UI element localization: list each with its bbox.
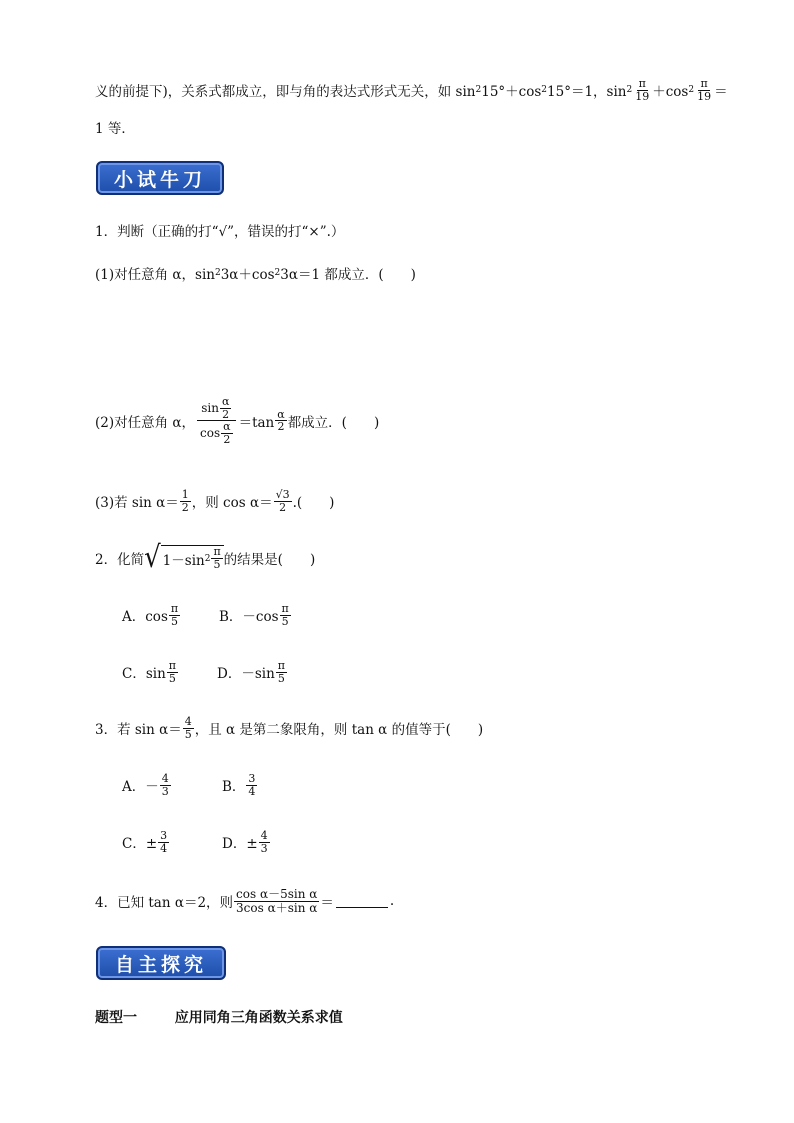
sqrt-expression: [144, 540, 224, 576]
text: 4．已知 tan α＝2，则: [95, 895, 234, 912]
fraction: $\frac{\alpha}{2}$: [221, 395, 230, 421]
text: 的结果是( ): [223, 552, 316, 568]
section-banner-xiaoshiniudao: 小试牛刀: [96, 161, 224, 195]
q3-option-b: [222, 773, 258, 797]
section-title: [95, 1007, 343, 1027]
text: C．±: [122, 836, 158, 853]
intro-text-2: 15°＋cos: [481, 84, 542, 101]
fraction: $\frac{\pi}{19}$: [635, 77, 650, 103]
q2-option-a: [122, 603, 181, 627]
q2-option-d: [217, 660, 288, 684]
intro-line-2: 1 等．: [95, 121, 135, 137]
fraction: $\frac{1}{2}$: [181, 488, 189, 514]
q1-part2: [95, 396, 379, 445]
q2-option-b: [219, 603, 292, 627]
text: .: [389, 893, 395, 910]
fraction: $\frac{\pi}{5}$: [170, 602, 179, 628]
intro-eq: ＝: [714, 84, 728, 101]
text: A．－: [122, 779, 159, 796]
text: D．－sin: [217, 666, 275, 683]
sqrt-icon: √: [144, 540, 161, 576]
sup: 2: [475, 85, 482, 96]
fraction: $\frac{\pi}{19}$: [697, 77, 712, 103]
text: 2．化简: [95, 552, 145, 568]
q3-stem: [95, 716, 483, 740]
intro-text-3: 15°＝1，sin: [547, 84, 627, 101]
text: B．: [222, 779, 246, 796]
text: (3)若 sin α＝: [95, 495, 179, 512]
fraction: $\frac{3}{4}$: [248, 772, 256, 798]
text: (2)对任意角 α，: [95, 414, 196, 431]
fraction: $\frac{3}{4}$: [160, 829, 168, 855]
q1-stem: 1．判断（正确的打“√”，错误的打“×”.）: [95, 224, 345, 240]
text: 3α＝1 都成立．( ): [280, 267, 416, 283]
sup: 2: [626, 85, 633, 96]
q3-option-d: [222, 830, 271, 854]
section-label: 题型一: [95, 1010, 137, 1026]
text: (1)对任意角 α，sin: [95, 267, 215, 283]
fraction: $\frac{\pi}{5}$: [277, 659, 285, 685]
text: 3α＋cos: [220, 267, 275, 283]
text: C．sin: [122, 666, 166, 683]
fraction: $\frac{\alpha}{2}$: [223, 420, 231, 446]
q3-option-c: [122, 830, 170, 854]
sup: 2: [688, 85, 695, 96]
text: sin: [201, 400, 219, 415]
section-banner-zizhutanjiu: 自主探究: [96, 946, 226, 980]
text: A．cos: [122, 609, 168, 626]
intro-text-1: 义的前提下)，关系式都成立，即与角的表达式形式无关，如 sin: [95, 84, 476, 101]
intro-line-1: [95, 78, 728, 102]
intro-plus: ＋cos: [652, 84, 689, 101]
answer-blank[interactable]: [336, 895, 388, 908]
text: ＝: [320, 895, 334, 912]
q2-option-c: [122, 660, 179, 684]
q4-stem: [95, 888, 394, 914]
text: B．－cos: [219, 609, 279, 626]
sup: 2: [274, 268, 281, 278]
sup: 2: [541, 85, 548, 96]
fraction: $\frac{4}{3}$: [260, 829, 268, 855]
fraction: $\frac{4}{3}$: [161, 772, 169, 798]
q3-option-a: [122, 773, 172, 797]
text: ，则 cos α＝: [191, 495, 273, 512]
text: .( ): [292, 495, 335, 512]
text: 3．若 sin α＝: [95, 722, 182, 739]
fraction: $\frac{√3}{2}$: [275, 488, 290, 514]
section-title-text: 应用同角三角函数关系求值: [174, 1010, 343, 1026]
fraction: $\frac{\pi}{5}$: [168, 659, 177, 685]
q1-part1: [95, 263, 416, 283]
fraction: $\frac{\pi}{5}$: [213, 545, 221, 571]
sup: 2: [214, 268, 221, 278]
text: ，且 α 是第二象限角，则 tan α 的值等于( ): [194, 722, 484, 739]
sup: 2: [204, 553, 211, 564]
q2-stem: [95, 540, 316, 576]
q1-part3: [95, 489, 334, 513]
fraction: $\frac{\text{cos α－5sin α}}{\text{3cos α＋sin α}}$: [236, 887, 318, 915]
text: 都成立．( ): [287, 414, 380, 431]
sin-over-cos-fraction: [196, 396, 238, 445]
fraction: $\frac{\pi}{5}$: [281, 602, 289, 628]
fraction: $\frac{\alpha}{2}$: [277, 407, 285, 434]
text: ＝tan: [238, 414, 275, 431]
text: 1－sin: [162, 552, 205, 569]
fraction: $\frac{4}{5}$: [184, 715, 192, 741]
text: cos: [200, 425, 221, 440]
text: D．±: [222, 836, 258, 853]
